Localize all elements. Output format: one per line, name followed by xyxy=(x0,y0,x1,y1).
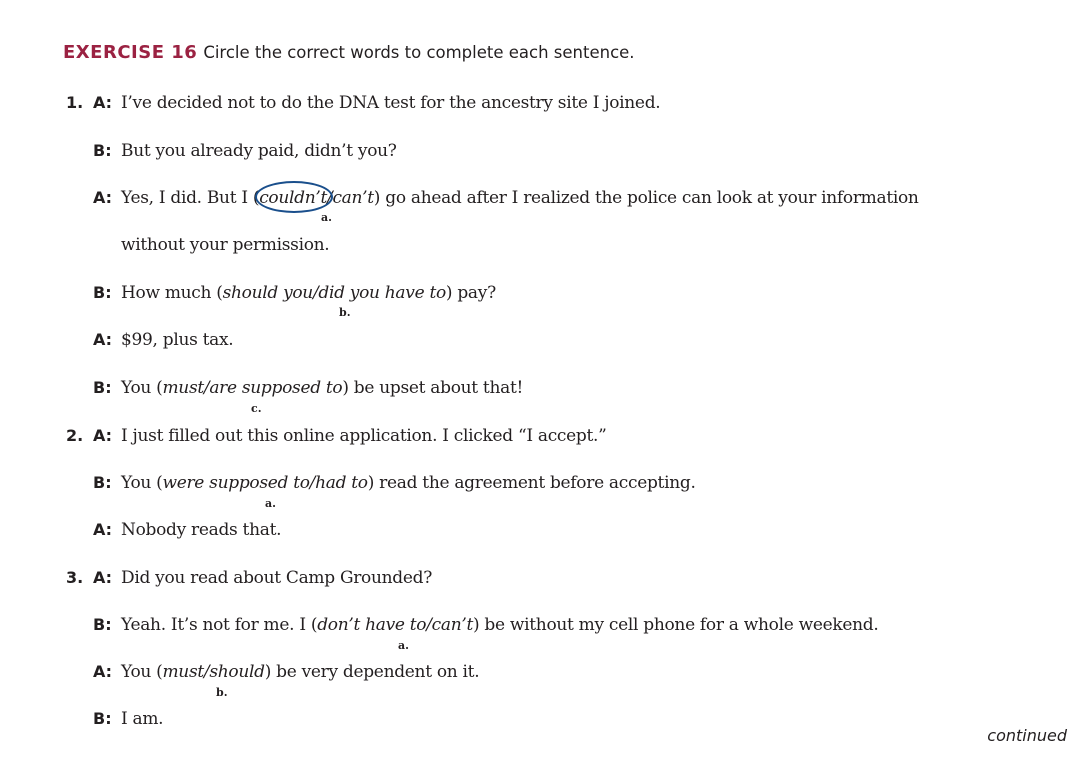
continued-label: continued xyxy=(987,726,1067,745)
answer-choice[interactable]: don’t have to/can’t xyxy=(317,615,473,635)
answer-choice[interactable]: were supposed to/had to xyxy=(162,473,368,493)
line-text: Did you read about Camp Grounded? xyxy=(121,568,433,588)
blank-label: a. xyxy=(398,639,409,652)
line-text: Yeah. It’s not for me. I (don’t have to/can’t) be without my cell phone for a whole weekend. xyxy=(121,615,879,635)
item-number: 3. xyxy=(66,568,84,587)
speaker-label: B: xyxy=(93,141,112,160)
line-text: Yes, I did. But I (couldn’t /can’t) go ahead after I realized the police can look at your information xyxy=(121,187,919,209)
speaker-label: B: xyxy=(93,283,112,302)
speaker-label: B: xyxy=(93,615,112,634)
answer-choice[interactable]: should you/did you have to xyxy=(222,283,446,303)
circled-answer[interactable] xyxy=(259,187,327,209)
speaker-label: A: xyxy=(93,520,113,539)
speaker-label: A: xyxy=(93,93,113,112)
line-text: $99, plus tax. xyxy=(121,330,234,350)
speaker-label: A: xyxy=(93,330,113,349)
line-text: Nobody reads that. xyxy=(121,520,282,540)
blank-label: b. xyxy=(216,686,228,699)
line-text: I’ve decided not to do the DNA test for the ancestry site I joined. xyxy=(121,93,661,113)
item-number: 2. xyxy=(66,426,84,445)
exercise-header xyxy=(63,42,635,63)
line-text: You (were supposed to/had to) read the agreement before accepting. xyxy=(121,473,696,493)
answer-option-b[interactable]: can’t xyxy=(332,188,374,208)
line-text: You (must/are supposed to) be upset about that! xyxy=(121,378,524,398)
speaker-label: B: xyxy=(93,378,112,397)
speaker-label: A: xyxy=(93,188,113,207)
item-number: 1. xyxy=(66,93,84,112)
blank-label: c. xyxy=(251,402,262,415)
speaker-label: A: xyxy=(93,662,113,681)
line-text: I am. xyxy=(121,709,164,729)
answer-choice[interactable]: must/should xyxy=(162,662,265,682)
exercise-instruction: Circle the correct words to complete each sentence. xyxy=(203,43,635,62)
blank-label: a. xyxy=(265,497,276,510)
blank-label: b. xyxy=(339,306,351,319)
answer-choice[interactable]: must/are supposed to xyxy=(162,378,343,398)
exercise-label: EXERCISE 16 xyxy=(63,42,198,63)
speaker-label: A: xyxy=(93,426,113,445)
answer-option-a[interactable]: couldn’t xyxy=(259,188,328,208)
speaker-label: B: xyxy=(93,709,112,728)
line-text: But you already paid, didn’t you? xyxy=(121,141,397,161)
blank-label: a. xyxy=(321,211,332,224)
answer-circle xyxy=(255,181,333,213)
line-text: I just filled out this online application. I clicked “I accept.” xyxy=(121,426,607,446)
speaker-label: A: xyxy=(93,568,113,587)
line-text: You (must/should) be very dependent on it. xyxy=(121,662,480,682)
speaker-label: B: xyxy=(93,473,112,492)
line-text: How much (should you/did you have to) pay? xyxy=(121,283,496,303)
line-text: without your permission. xyxy=(121,235,330,255)
